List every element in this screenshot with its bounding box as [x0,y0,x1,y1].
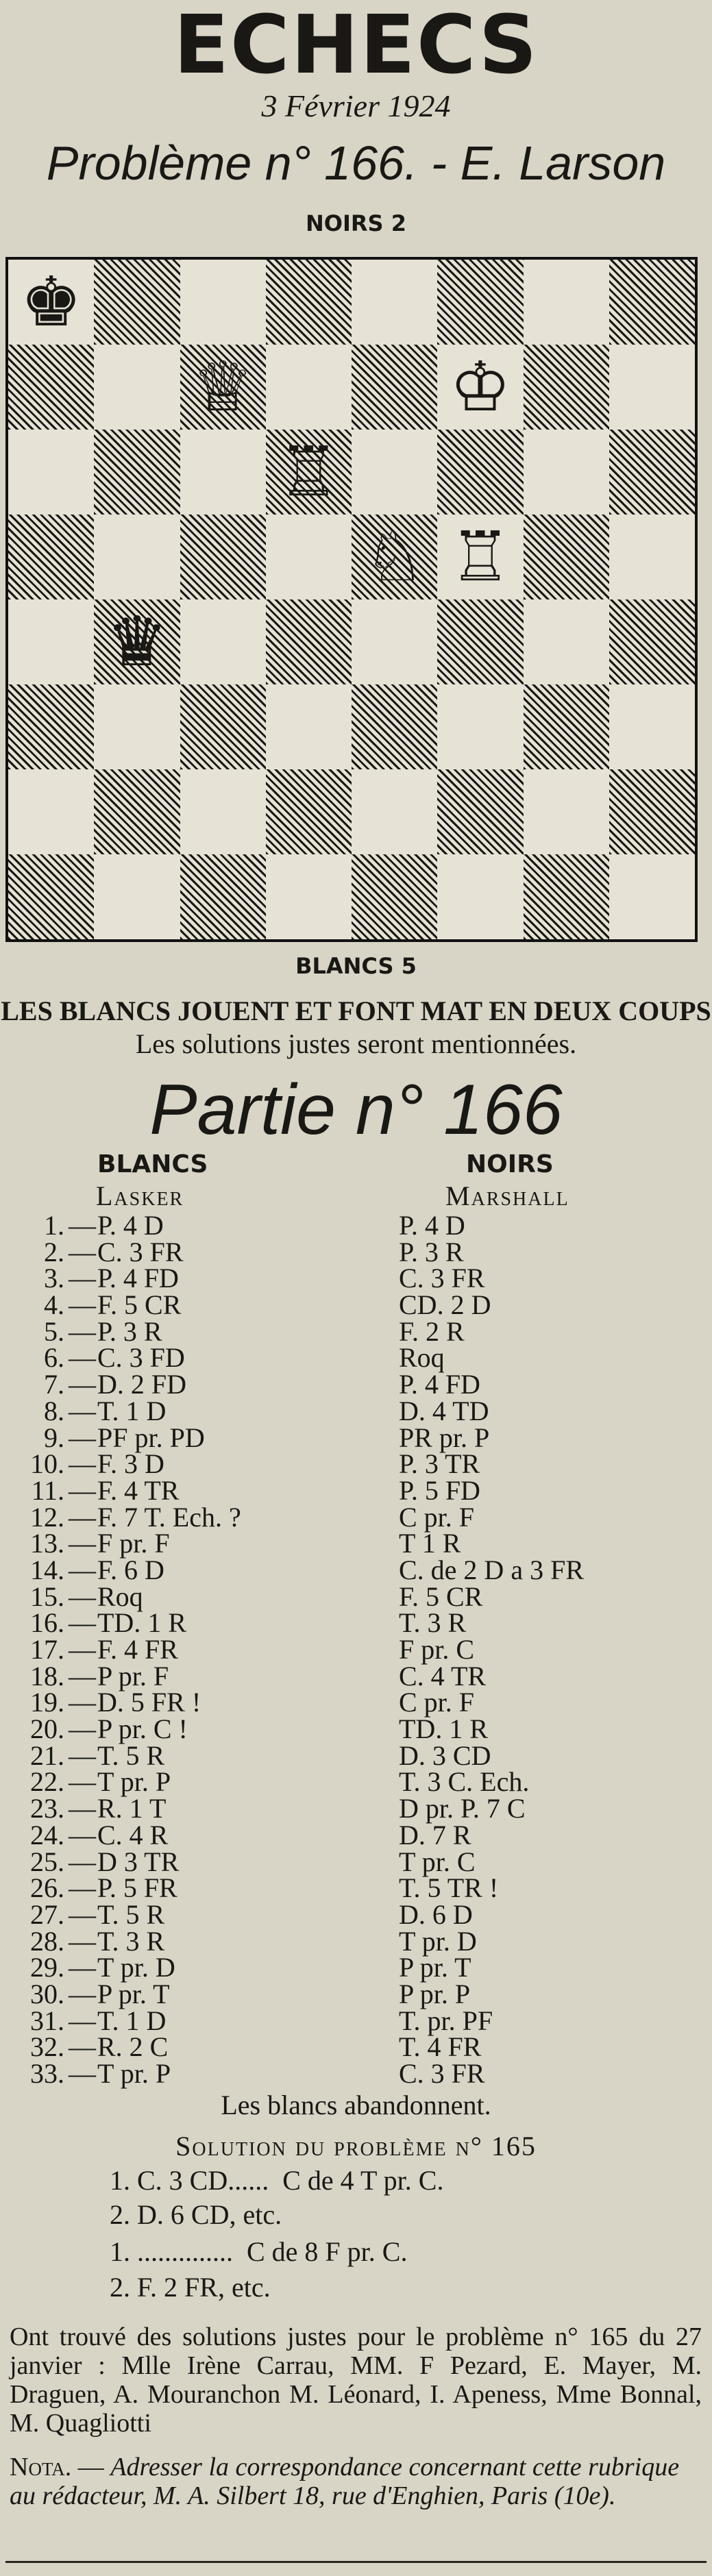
move-row [0,1925,712,1957]
move-number: 7. [44,1369,64,1400]
problem-title: Problème n° 166. - E. Larson [46,136,666,190]
move-row [0,1289,712,1321]
white-player-name: Lasker [96,1180,184,1211]
move-row [0,1315,712,1347]
white-move: P. 4 FD [97,1263,179,1294]
black-move: C. 4 TR [399,1660,487,1692]
solvers-paragraph: Ont trouvé des solutions justes pour le problème n° 165 du 27 janvier : Mlle Irène Carrau, MM. F Pezard, E. Mayer, M. Draguen, A. Mouranchon M. Léonard, I. Apeness, Mme Bonnal, M. Quagliotti [10,2323,702,2438]
board-square [266,430,352,515]
publication-date: 3 Février 1924 [261,88,451,123]
move-dash: — [69,1501,96,1533]
move-dash: — [69,1528,96,1559]
white-move: D. 2 FD [97,1369,187,1400]
board-square [94,684,180,769]
board-square [180,430,266,515]
move-dash: — [69,1978,96,2009]
move-number: 12. [30,1501,64,1533]
move-number: 33. [30,2058,64,2089]
white-move: C. 4 R [97,1819,169,1850]
white-move: T. 3 R [97,1925,165,1957]
white-move: D. 5 FR ! [97,1687,201,1718]
black-move: T. pr. PF [399,2005,493,2036]
move-dash: — [69,2005,96,2036]
nota-paragraph [10,2453,702,2510]
white-move: P pr. T [97,1978,170,2009]
board-square [180,599,266,684]
white-move: P. 5 FR [97,1872,177,1904]
chess-piece-icon: ♔ [450,347,511,427]
board-square [180,345,266,430]
move-dash: — [69,1315,96,1347]
board-square [609,599,695,684]
board-square [180,854,266,939]
move-dash: — [69,1898,96,1930]
board-square [180,260,266,345]
black-move: F pr. C [399,1634,475,1665]
move-row [0,1607,712,1639]
black-move: T. 4 FR [399,2031,482,2063]
black-move: P. 3 TR [399,1448,480,1480]
move-row [0,1342,712,1374]
move-number: 13. [30,1528,64,1559]
black-move: D. 3 CD [399,1739,491,1771]
move-row [0,2005,712,2036]
nota-label: Nota. — [10,2453,104,2481]
board-square [524,769,609,854]
board-square [609,854,695,939]
move-row [0,1952,712,1983]
move-dash: — [69,1872,96,1904]
move-dash: — [69,1713,96,1745]
white-move: T. 5 R [97,1898,165,1930]
move-row [0,1422,712,1453]
board-square [524,684,609,769]
move-dash: — [69,1474,96,1506]
board-square [266,684,352,769]
white-move: T pr. D [97,1952,175,1983]
black-player-name: Marshall [445,1180,569,1211]
chess-piece-icon: ♕ [192,347,254,427]
black-move: F. 2 R [399,1315,465,1347]
move-dash: — [69,1236,96,1267]
board-square [524,345,609,430]
board-square [266,345,352,430]
move-row [0,1581,712,1612]
move-row [0,1634,712,1665]
move-dash: — [69,1448,96,1480]
black-column-header: NOIRS [466,1150,554,1178]
black-move: P. 4 FD [399,1369,480,1400]
move-row [0,1474,712,1506]
move-number: 2. [44,1236,64,1267]
board-square [609,684,695,769]
white-move: T. 1 D [97,1395,167,1426]
black-move: CD. 2 D [399,1289,491,1321]
board-square [266,769,352,854]
move-number: 14. [30,1554,64,1585]
board-square [352,345,437,430]
black-move: TD. 1 R [399,1713,488,1745]
move-dash: — [69,1819,96,1850]
white-move: F. 5 CR [97,1289,182,1321]
move-row [0,1689,712,1716]
move-number: 5. [44,1315,64,1347]
white-move: P pr. F [97,1660,169,1692]
move-number: 24. [30,1819,64,1850]
black-move: D. 6 D [399,1898,473,1930]
black-move: C. de 2 D a 3 FR [399,1554,584,1585]
black-move: T pr. C [399,1846,476,1877]
black-move: T pr. D [399,1925,477,1957]
column-title: ECHECS [173,0,539,92]
move-dash: — [69,1634,96,1665]
move-number: 27. [30,1898,64,1930]
black-move: P pr. T [399,1952,471,1983]
board-square [94,599,180,684]
black-move: C. 3 FR [399,1263,485,1294]
black-move: T. 5 TR ! [399,1872,499,1904]
move-dash: — [69,1607,96,1639]
board-square [437,684,523,769]
white-move: PF pr. PD [97,1422,205,1453]
board-square [524,260,609,345]
board-square [437,345,523,430]
move-number: 29. [30,1952,64,1983]
nota-text: Adresser la correspondance concernant cette rubrique au rédacteur, M. A. Silbert 18, rue d'Enghien, Paris (10e). [10,2453,680,2510]
move-number: 25. [30,1846,64,1877]
chess-piece-icon: ♘ [363,517,426,597]
move-number: 18. [30,1660,64,1692]
board-square [609,515,695,599]
board-square [94,430,180,515]
board-square [8,769,94,854]
board-square [94,854,180,939]
move-row [0,2058,712,2089]
white-move: R. 2 C [97,2031,169,2063]
black-move: P. 4 D [399,1210,465,1241]
black-move: F. 5 CR [399,1581,483,1612]
move-number: 17. [30,1634,64,1665]
solution-line: 1. .............. C de 8 F pr. C. [110,2236,408,2267]
white-move: T. 5 R [97,1739,165,1771]
move-number: 11. [31,1474,64,1506]
black-move: T 1 R [399,1528,461,1559]
move-dash: — [69,1369,96,1400]
white-move: F pr. F [97,1528,170,1559]
move-dash: — [69,1660,96,1692]
white-move: P pr. C ! [97,1713,188,1745]
move-number: 26. [30,1872,64,1904]
move-dash: — [69,1739,96,1771]
white-count-label: BLANCS 5 [295,953,417,979]
move-number: 8. [44,1395,64,1426]
white-move: T pr. P [97,2058,171,2089]
board-square [180,684,266,769]
board-square [94,260,180,345]
move-number: 10. [30,1448,64,1480]
white-move: F. 4 FR [97,1634,178,1665]
move-number: 16. [30,1607,64,1639]
white-move: T pr. P [97,1766,171,1798]
chess-piece-icon: ♖ [278,432,340,512]
board-square [8,345,94,430]
white-move: C. 3 FD [97,1342,185,1374]
solution-line: 1. C. 3 CD...... C de 4 T pr. C. [110,2165,444,2196]
solution-line: 2. F. 2 FR, etc. [110,2272,271,2303]
move-dash: — [69,1793,96,1824]
board-square [266,515,352,599]
move-row [0,1236,712,1267]
move-number: 1. [44,1210,64,1241]
move-dash: — [69,1581,96,1612]
board-square [94,345,180,430]
move-dash: — [69,1925,96,1957]
board-square [180,769,266,854]
move-row [0,1528,712,1559]
board-square [266,599,352,684]
black-move: D. 4 TD [399,1395,489,1426]
white-move: F. 7 T. Ech. ? [97,1501,241,1533]
move-number: 31. [30,2005,64,2036]
white-move: P. 4 D [97,1210,164,1241]
move-row [0,1819,712,1850]
move-dash: — [69,1952,96,1983]
board-square [609,345,695,430]
move-dash: — [69,1263,96,1294]
move-number: 28. [30,1925,64,1957]
move-dash: — [69,1766,96,1798]
black-move: PR pr. P [399,1422,490,1453]
black-count-label: NOIRS 2 [306,210,406,236]
chess-piece-icon: ♖ [450,517,511,597]
move-row [0,1846,712,1877]
board-square [352,515,437,599]
move-dash: — [69,1422,96,1453]
move-row [0,1739,712,1771]
white-move: P. 3 R [97,1315,162,1347]
board-square [8,684,94,769]
board-square [524,515,609,599]
white-move: TD. 1 R [97,1607,186,1639]
move-number: 9. [44,1422,64,1453]
move-number: 15. [30,1581,64,1612]
move-number: 6. [44,1342,64,1374]
black-move: T. 3 C. Ech. [399,1766,530,1798]
move-row [0,1898,712,1930]
black-move: P. 5 FD [399,1474,480,1506]
move-number: 22. [30,1766,64,1798]
move-number: 30. [30,1978,64,2009]
board-square [437,515,523,599]
black-move: C pr. F [399,1501,475,1533]
black-move: T. 3 R [399,1607,467,1639]
black-move: C. 3 FR [399,2058,485,2089]
move-dash: — [69,1289,96,1321]
move-dash: — [69,1395,96,1426]
white-move: T. 1 D [97,2005,167,2036]
move-number: 4. [44,1289,64,1321]
move-row [0,1978,712,2009]
move-row [0,1554,712,1585]
board-square [352,769,437,854]
board-square [524,430,609,515]
board-square [266,260,352,345]
board-square [437,854,523,939]
problem-instruction: LES BLANCS JOUENT ET FONT MAT EN DEUX COUPS [1,995,711,1026]
move-number: 20. [30,1713,64,1745]
black-move: C pr. F [399,1687,475,1718]
chess-piece-icon: ♛ [106,602,168,682]
board-square [437,260,523,345]
board-square [352,430,437,515]
chess-piece-icon: ♚ [20,262,82,342]
board-square [8,430,94,515]
black-move: D. 7 R [399,1819,471,1850]
move-row [0,1448,712,1480]
white-move: Roq [97,1581,143,1612]
board-square [8,599,94,684]
white-column-header: BLANCS [97,1150,208,1178]
move-row [0,1210,712,1241]
black-move: D pr. P. 7 C [399,1793,526,1824]
move-row [0,1793,712,1824]
game-title: Partie n° 166 [149,1070,563,1150]
white-move: D 3 TR [97,1846,180,1877]
white-move: F. 6 D [97,1554,164,1585]
move-number: 23. [30,1793,64,1824]
board-square [8,260,94,345]
move-dash: — [69,1342,96,1374]
move-row [0,2031,712,2063]
board-square [94,769,180,854]
board-square [437,599,523,684]
board-square [266,854,352,939]
move-dash: — [69,1846,96,1877]
move-dash: — [69,1554,96,1585]
board-square [609,430,695,515]
white-move: C. 3 FR [97,1236,184,1267]
board-square [180,515,266,599]
move-number: 32. [30,2031,64,2063]
move-row [0,1395,712,1426]
move-row [0,1660,712,1692]
board-square [437,430,523,515]
board-square [8,854,94,939]
board-square [352,260,437,345]
chess-board [5,257,698,942]
bottom-rule [5,2561,707,2563]
move-dash: — [69,2031,96,2063]
white-move: R. 1 T [97,1793,167,1824]
board-square [352,854,437,939]
move-number: 21. [30,1739,64,1771]
move-list [0,1210,712,2089]
solutions-note: Les solutions justes seront mentionnées. [135,1028,577,1059]
move-dash: — [69,2058,96,2089]
black-move: Roq [399,1342,445,1374]
move-row [0,1501,712,1533]
black-move: P pr. P [399,1978,471,2009]
white-move: F. 3 D [97,1448,164,1480]
board-square [524,854,609,939]
move-number: 19. [30,1687,64,1718]
white-move: F. 4 TR [97,1474,180,1506]
solution-heading: Solution du problème n° 165 [175,2131,537,2162]
move-row [0,1713,712,1745]
board-square [94,515,180,599]
move-number: 3. [44,1263,64,1294]
game-result: Les blancs abandonnent. [221,2090,491,2120]
board-square [524,599,609,684]
board-square [352,684,437,769]
move-row [0,1766,712,1798]
black-move: P. 3 R [399,1236,464,1267]
board-square [8,515,94,599]
board-square [352,599,437,684]
move-dash: — [69,1210,96,1241]
move-row [0,1265,712,1292]
board-square [609,260,695,345]
board-square [437,769,523,854]
board-square [609,769,695,854]
solution-line: 2. D. 6 CD, etc. [110,2199,282,2230]
move-row [0,1369,712,1400]
move-dash: — [69,1687,96,1718]
move-row [0,1872,712,1904]
